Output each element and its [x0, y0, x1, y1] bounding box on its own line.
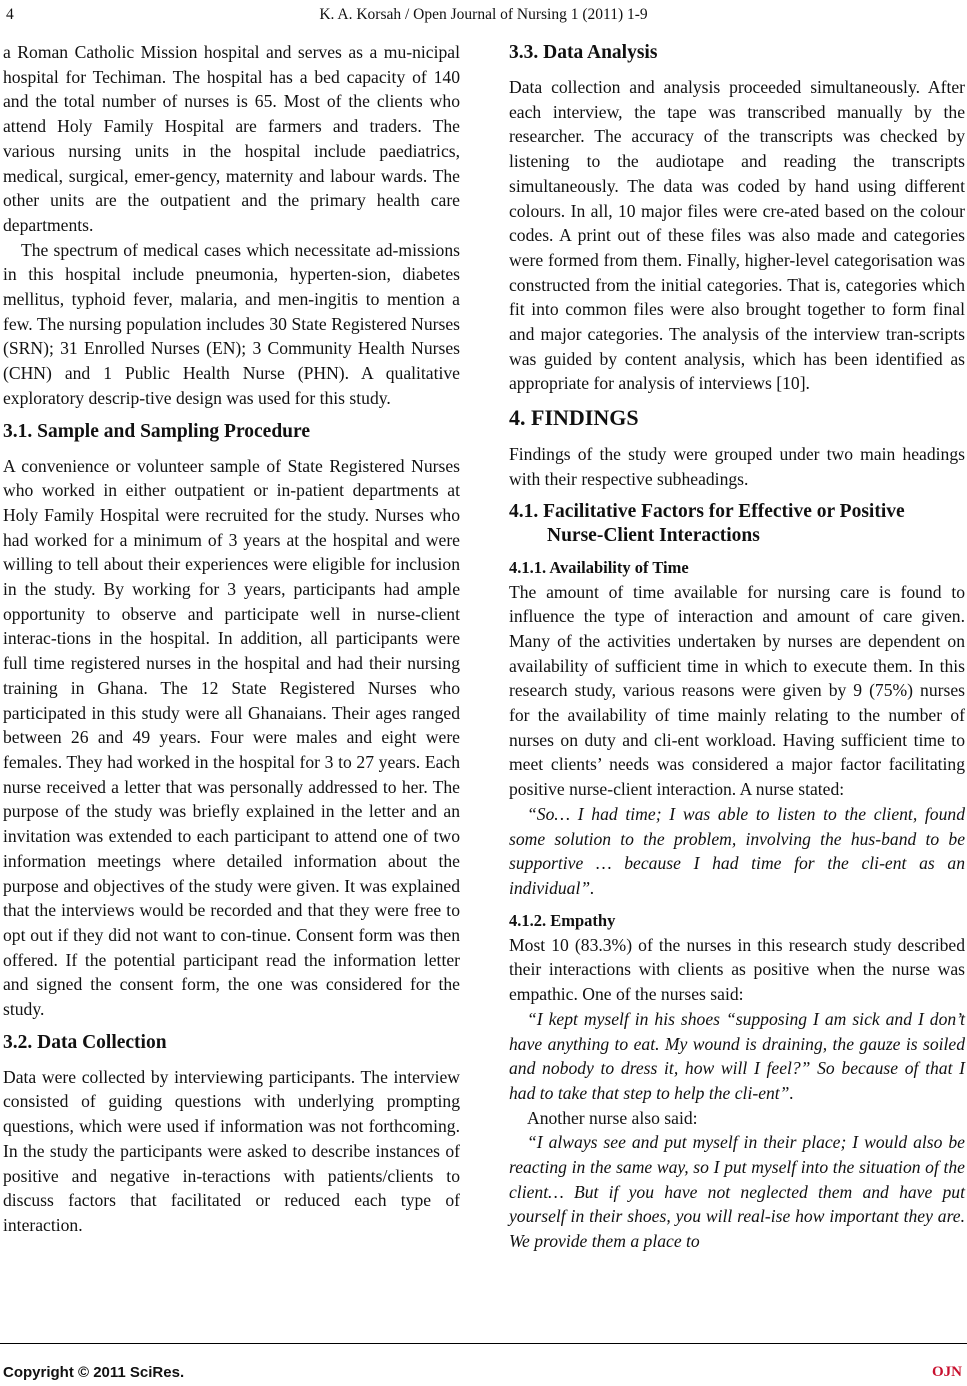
- paragraph: a Roman Catholic Mission hospital and serves as a mu-nicipal hospital for Techiman. The hospital has a bed capacity of 140 and the total number of nurses is 65. Most of the clients who attend Holy Family Hospital are farmers and traders. The various nursing units in the hospital include paediatrics, medical, surgical, emer-gency, maternity and labour wards. The other units are the outpatient and the primary health care departments.: [3, 42, 460, 235]
- paragraph: Another nurse also said:: [527, 1107, 698, 1128]
- paragraph: Data were collected by interviewing participants. The interview consisted of guiding questions with underlying prompting questions, which were used if information was not forthcoming. In the study the participants were asked to describe instances of positive and negative in-teractions with patients/clients to discuss factors that facilitated or reduced each type of interaction.: [3, 1066, 460, 1235]
- right-column: [509, 40, 965, 1254]
- section-heading: 3.2. Data Collection: [3, 1031, 167, 1053]
- subsubsection-heading: 4.1.1. Availability of Time: [509, 557, 689, 577]
- subsection-heading: 4.1. Facilitative Factors for Effective or Positive Nurse-Client Interactions: [509, 500, 905, 546]
- running-head: K. A. Korsah / Open Journal of Nursing 1 (2011) 1-9: [319, 6, 648, 23]
- paragraph: The spectrum of medical cases which necessitate ad-missions in this hospital include pneumonia, hyperten-sion, diabetes mellitus, typhoid fever, malaria, and men-ingitis to mention a few. The nursing population includes 30 State Registered Nurses (SRN); 31 Enrolled Nurses (EN); 3 Community Health Nurses (CHN) and 1 Public Health Nurse (PHN). A qualitative exploratory descrip-tive design was used for this study.: [3, 239, 460, 408]
- page-number: 4: [6, 6, 14, 23]
- subsubsection-heading: 4.1.2. Empathy: [509, 910, 616, 930]
- quotation: “I kept myself in his shoes “supposing I am sick and I don’t have anything to eat. My wound is draining, the gauze is soiled and nobody to dress it, how will I feel?” So because of that I had to take that step to help the cli-ent”.: [509, 1008, 965, 1103]
- journal-abbreviation: OJN: [932, 1364, 962, 1380]
- paragraph: The amount of time available for nursing care is found to influence the type of interaction and amount of care given. Many of the activities undertaken by nurses are dependent on availability of sufficient time in which to execute them. In this research study, various reasons were given by 9 (75%) nurses for the availability of time mainly relating to the number of nurses on duty and cli-ent workload. Having sufficient time to meet clients’ needs was considered a major factor facilitating positive nurse-client interaction. A nurse stated:: [509, 581, 965, 800]
- section-heading: 3.1. Sample and Sampling Procedure: [3, 420, 310, 442]
- page-footer: [0, 1343, 967, 1381]
- section-heading: 4. FINDINGS: [509, 405, 639, 431]
- paragraph: Data collection and analysis proceeded simultaneously. After each interview, the tape was transcribed manually by the researcher. The accuracy of the transcripts was checked by listening to the audiotape and reading the transcripts simultaneously. The data was coded by hand using different colours. In all, 10 major files were cre-ated based on the colour codes. A print out of these files was also made and categories were formed from them. Finally, higher-level categorisation was constructed from the initial categories. That is, categories which fit into common files were also brought together to form final and major categories. The analysis of the interview tran-scripts was guided by content analysis, which has been identified as appropriate for analysis of interviews [10].: [509, 77, 965, 394]
- quotation: “So… I had time; I was able to listen to the client, found some solution to the problem, involving the hus-band to be supportive … because I had time for the cli-ent as an individual”.: [509, 803, 965, 898]
- left-column: [3, 40, 460, 1238]
- paragraph: Findings of the study were grouped under two main headings with their respective subheadings.: [509, 444, 965, 489]
- page-header: [0, 6, 967, 30]
- paragraph: Most 10 (83.3%) of the nurses in this research study described their interactions with clients as positive when the nurse was empathic. One of the nurses said:: [509, 934, 965, 1005]
- paragraph: A convenience or volunteer sample of State Registered Nurses who worked in either outpatient or in-patient departments at Holy Family Hospital were recruited for the study. Nurses who had worked for a minimum of 3 years at the hospital and were willing to tell about their experiences were eligible for inclusion in the study. By working for 3 years, participants had ample opportunity to observe and participate well in nurse-client interac-tions in the hospital. In addition, all participants were full time registered nurses in the hospital and had their nursing training in Ghana. The 12 State Registered Nurses who participated in this study were all Ghanaians. Their ages ranged between 26 and 49 years. Four were males and eight were females. They had worked in the hospital for 3 to 27 years. Each nurse received a letter that was personally addressed to her. The purpose of the study was briefly explained in the letter and an invitation was extended to each participant to attend one of two information meetings where detailed information about the purpose and objectives of the study were given. It was explained that the interviews would be recorded and that they were free to opt out if they did not want to con-tinue. Consent form was then offered. If the potential participant read the information letter and signed the consent form, the one was considered for the study.: [3, 455, 460, 1020]
- section-heading: 3.3. Data Analysis: [509, 42, 658, 63]
- copyright-notice: Copyright © 2011 SciRes.: [3, 1364, 185, 1381]
- quotation: “I always see and put myself in their place; I would also be reacting in the same way, so I put myself into the situation of the client… But if you have not neglected them and have put yourself in their shoes, you will real-ise how important they are. We provide them a place to: [509, 1132, 965, 1252]
